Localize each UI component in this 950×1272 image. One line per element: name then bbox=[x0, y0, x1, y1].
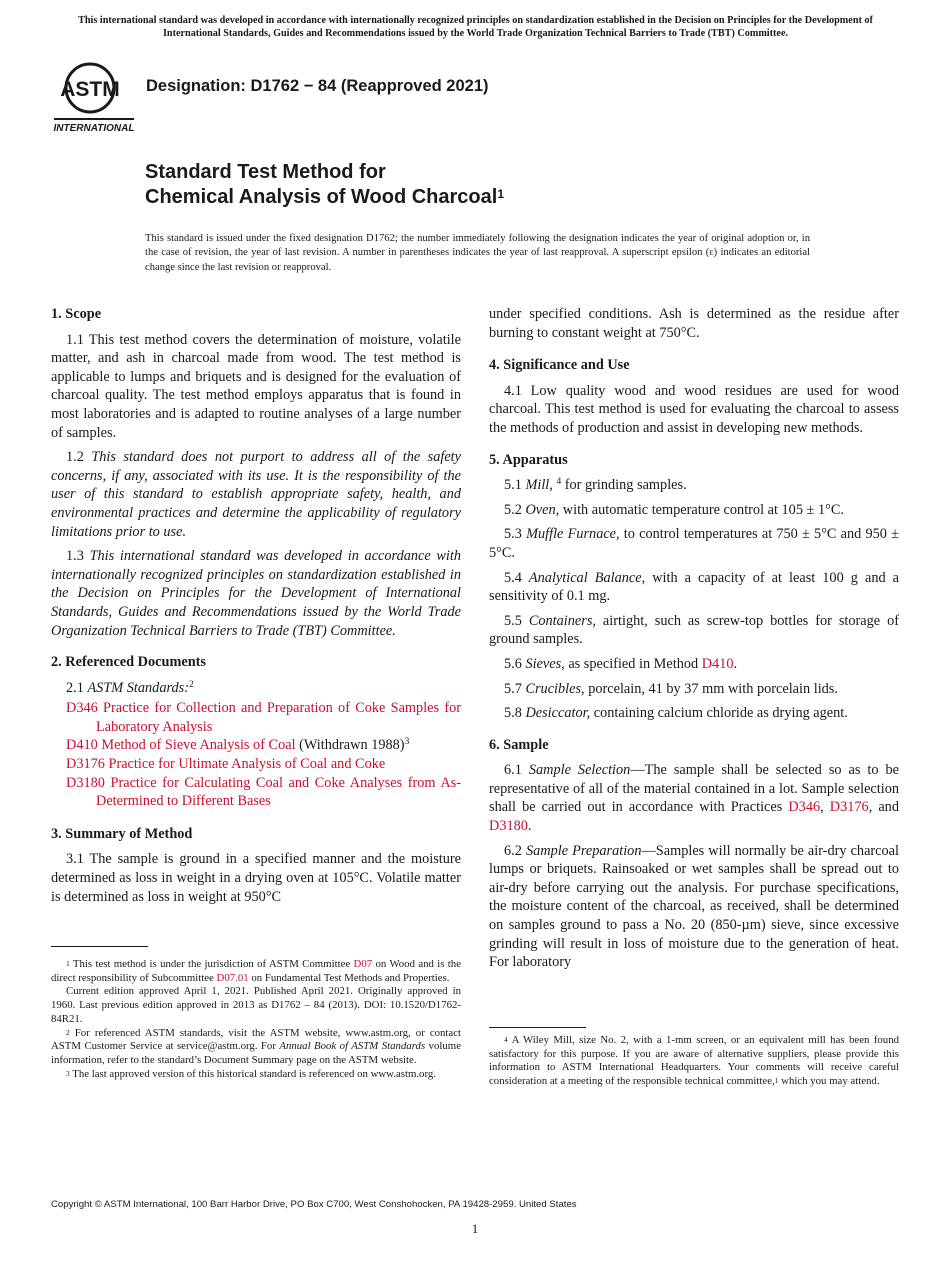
title-line-1: Standard Test Method for bbox=[145, 161, 386, 183]
fn2-text-b: volume information, refer to the standard’s Document Summary page on the ASTM website. bbox=[51, 1040, 461, 1066]
ref-code-link[interactable]: D346 bbox=[66, 700, 98, 717]
copyright: Copyright © ASTM International, 100 Barr Harbor Drive, PO Box C700, West Conshohocken, PA 19428-2959. United States bbox=[51, 1199, 577, 1210]
document-title bbox=[145, 160, 504, 209]
fn3-text: The last approved version of this historical standard is referenced on www.astm.org. bbox=[69, 1067, 436, 1080]
issued-note: This standard is issued under the fixed designation D1762; the number immediately following the designation indicates the year of original adoption or, in the case of revision, the year of last revision. A number in parentheses indicates the year of last reapproval. A superscript epsilon (ε) indicates an editorial change since the last revision or reapproval. bbox=[145, 233, 810, 273]
designation: Designation: D1762 − 84 (Reapproved 2021) bbox=[146, 77, 489, 95]
para-6-1-term: Sample Selection bbox=[528, 762, 631, 779]
item-term: Containers, bbox=[528, 612, 596, 629]
item-text: for grinding samples. bbox=[561, 477, 687, 494]
footnote-mark-4[interactable]: 4 bbox=[556, 477, 562, 488]
apparatus-item bbox=[489, 655, 899, 674]
item-num: 5.1 bbox=[504, 477, 522, 494]
para-6-2-term: Sample Preparation bbox=[525, 842, 642, 859]
item-text: to control temperatures at 750 ± 5°C and 950 ± 5°C. bbox=[489, 526, 899, 561]
footnote-1 bbox=[51, 958, 461, 985]
para-6-1-text: —The sample shall be selected so as to be representative of all of the material contained in a lot. Sample selection shall be carried out in accordance with Practices bbox=[489, 762, 900, 816]
fn1-text-b: on Wood and is the direct responsibility of Subcommittee bbox=[51, 958, 461, 984]
para-6-2 bbox=[489, 842, 899, 972]
footnote-4 bbox=[489, 1034, 899, 1089]
sep: , and bbox=[868, 799, 899, 816]
item-num: 5.8 bbox=[504, 705, 522, 722]
tbt-notice: This international standard was developed in accordance with internationally recognized principles on standardization established in the Decision on Principles for the Development of International Standards, Guides and Recommendations issued by the World Trade Organization Technical Barriers to Trade (TBT) Committee. bbox=[78, 15, 873, 39]
item-term: Oven, bbox=[525, 501, 560, 518]
fn2-mark: 2 bbox=[66, 1027, 70, 1037]
item-text: airtight, such as screw-top bottles for storage of ground samples. bbox=[489, 612, 900, 648]
item-term: Crucibles, bbox=[525, 680, 585, 697]
d410-link[interactable]: D410 bbox=[701, 655, 734, 672]
para-1-3 bbox=[51, 547, 461, 640]
ref-code-link[interactable]: D410 bbox=[66, 737, 98, 754]
title-footnote-mark[interactable]: 1 bbox=[497, 186, 504, 201]
para-2-1 bbox=[51, 679, 461, 698]
section-2-heading: 2. Referenced Documents bbox=[51, 654, 206, 671]
d346-link[interactable]: D346 bbox=[788, 799, 821, 816]
footnote-rule-left bbox=[51, 946, 148, 947]
item-term: Desiccator, bbox=[525, 705, 591, 722]
footnote-2 bbox=[51, 1027, 461, 1068]
item-text: porcelain, 41 by 37 mm with porcelain lids. bbox=[584, 680, 838, 697]
item-text: with a capacity of at least 100 g and a sensitivity of 0.1 mg. bbox=[489, 569, 900, 605]
para-6-1 bbox=[489, 761, 899, 835]
footnote-1-edition: Current edition approved April 1, 2021. Published April 2021. Originally approved in 1960. Last previous edition approved in 2013 as D1762 – 84 (2013). DOI: 10.1520/D1762-84R21. bbox=[51, 985, 461, 1025]
ref-title-link[interactable]: Practice for Collection and Preparation of Coke Samples for Laboratory Analysis bbox=[96, 700, 461, 735]
item-num: 5.6 bbox=[504, 655, 522, 672]
item-num: 5.7 bbox=[504, 680, 522, 697]
reference-item bbox=[66, 699, 461, 736]
reference-item bbox=[66, 736, 461, 755]
logo-letters: ASTM bbox=[60, 78, 120, 101]
apparatus-item bbox=[489, 501, 899, 520]
right-column bbox=[489, 305, 899, 972]
fn2-book-title: Annual Book of ASTM Standards bbox=[279, 1040, 426, 1053]
ref-code-link[interactable]: D3176 bbox=[66, 756, 105, 773]
item-text: with automatic temperature control at 105 ± 1°C. bbox=[559, 501, 844, 518]
item-num: 5.3 bbox=[504, 526, 522, 543]
fn2-text-a: For referenced ASTM standards, visit the ASTM website, www.astm.org, or contact ASTM Customer Service at service@astm.org. For bbox=[51, 1026, 461, 1053]
ref-title-link[interactable]: Method of Sieve Analysis of Coal bbox=[101, 737, 296, 754]
item-text: as specified in Method bbox=[564, 655, 702, 672]
fn4-ref-mark[interactable]: 1 bbox=[774, 1076, 779, 1086]
sep: , bbox=[820, 799, 830, 816]
item-term: Analytical Balance, bbox=[528, 569, 646, 586]
fn1-text-c: on Fundamental Test Methods and Properties. bbox=[248, 971, 450, 984]
astm-logo bbox=[52, 58, 136, 134]
reference-list bbox=[51, 699, 461, 811]
footnotes-left bbox=[51, 958, 461, 1081]
item-num: 5.2 bbox=[504, 501, 522, 518]
para-1-1: 1.1 This test method covers the determination of moisture, volatile matter, and ash in charcoal made from wood. The test method is applicable to lumps and briquets and is designed for the evaluation of charcoal quality. The test method employs apparatus that is found in most laboratories and is adapted to routine analyses of a large number of samples. bbox=[51, 331, 461, 441]
para-1-2 bbox=[51, 448, 461, 541]
para-2-1-num: 2.1 bbox=[66, 679, 84, 696]
section-5-heading: 5. Apparatus bbox=[489, 451, 568, 468]
subcommittee-d0701-link[interactable]: D07.01 bbox=[216, 971, 249, 984]
para-1-3-num: 1.3 bbox=[66, 548, 84, 565]
fn4-mark: 4 bbox=[504, 1035, 508, 1044]
para-6-2-num: 6.2 bbox=[504, 842, 522, 859]
para-1-3-text: This international standard was developed in accordance with internationally recognized principles on standardization established in the Decision on Principles for the Development of International Standards, Guides and Recommendations issued by the World Trade Organization Technical Barriers to Trade (TBT) Committee. bbox=[51, 548, 462, 639]
item-term: Mill, bbox=[525, 477, 553, 494]
ref-title-link[interactable]: Practice for Calculating Coal and Coke Analyses from As-Determined to Different Bases bbox=[96, 774, 462, 810]
apparatus-item bbox=[489, 476, 899, 495]
para-1-2-num: 1.2 bbox=[66, 449, 84, 466]
reference-item bbox=[66, 774, 461, 811]
item-text: containing calcium chloride as drying agent. bbox=[590, 705, 848, 722]
item-after: . bbox=[733, 655, 738, 672]
apparatus-item bbox=[489, 569, 899, 606]
footnote-mark-2[interactable]: 2 bbox=[189, 679, 194, 690]
item-num: 5.5 bbox=[504, 612, 522, 629]
para-6-2-text: —Samples will normally be air-dry charcoal lumps or briquets. Rainsoaked or wet samples shall be spread out to air-dry before carrying out the analysis. For purchase specifications, the moisture content of the charcoal, as received, shall be determined on samples ground to pass a No. 20 (850-µm) sieve, since excessive grinding will result in loss of moisture due to the generation of heat. For laboratory bbox=[489, 842, 899, 971]
ref-note: (Withdrawn 1988) bbox=[295, 737, 405, 754]
para-4-1: 4.1 Low quality wood and wood residues are used for wood charcoal. This test method is used for evaluating the charcoal to assess the methods of production and assist in developing new methods. bbox=[489, 382, 899, 436]
d3176-link[interactable]: D3176 bbox=[829, 799, 869, 816]
footnote-rule-right bbox=[489, 1027, 586, 1028]
page-number: 1 bbox=[471, 1221, 479, 1236]
apparatus-item bbox=[489, 612, 899, 649]
d3180-link[interactable]: D3180 bbox=[489, 818, 528, 835]
ref-title-link[interactable]: Practice for Ultimate Analysis of Coal and Coke bbox=[108, 756, 386, 773]
fn3-mark: 3 bbox=[66, 1068, 70, 1078]
apparatus-item bbox=[489, 680, 899, 699]
para-3-1-part-a: 3.1 The sample is ground in a specified manner and the moisture determined as loss in weight in a drying oven at 105°C. Volatile matter is determined as loss in weight at 950°C bbox=[51, 851, 461, 905]
item-term: Sieves, bbox=[525, 655, 565, 672]
left-column bbox=[51, 305, 461, 906]
para-1-2-text: This standard does not purport to address all of the safety concerns, if any, associated with its use. It is the responsibility of the user of this standard to establish appropriate safety, health, and environmental practices and determine the applicability of regulatory limitations prior to use. bbox=[51, 449, 461, 540]
reference-item bbox=[66, 755, 461, 774]
section-6-heading: 6. Sample bbox=[489, 736, 549, 753]
para-3-1-part-b: under specified conditions. Ash is determined as the residue after burning to constant weight at 750°C. bbox=[489, 306, 899, 341]
fn4-text: A Wiley Mill, size No. 2, with a 1-mm screen, or an equivalent mill has been found satisfactory for this purpose. If you are aware of alternative suppliers, please provide this information to ASTM International Headquarters. Your comments will receive careful consideration at a meeting of the responsible technical committee, bbox=[489, 1034, 899, 1088]
fn4-end: which you may attend. bbox=[778, 1075, 880, 1088]
title-line-2-text: Chemical Analysis of Wood Charcoal bbox=[145, 185, 498, 208]
title-line-2 bbox=[145, 185, 504, 210]
footnote-3 bbox=[51, 1068, 461, 1082]
fn1-mark: 1 bbox=[66, 959, 70, 968]
footnote-mark-3[interactable]: 3 bbox=[404, 737, 410, 748]
para-6-1-num: 6.1 bbox=[504, 762, 522, 779]
section-1-heading: 1. Scope bbox=[51, 306, 102, 322]
section-3-heading: 3. Summary of Method bbox=[51, 825, 193, 842]
ref-code-link[interactable]: D3180 bbox=[66, 774, 105, 791]
footnotes-right bbox=[489, 1034, 899, 1089]
fn1-text-a: This test method is under the jurisdiction of ASTM Committee bbox=[69, 958, 354, 970]
committee-d07-link[interactable]: D07 bbox=[353, 958, 373, 970]
section-4-heading: 4. Significance and Use bbox=[489, 357, 630, 374]
logo-international: INTERNATIONAL bbox=[53, 123, 135, 134]
item-num: 5.4 bbox=[504, 569, 522, 586]
sep: . bbox=[527, 818, 532, 835]
apparatus-item bbox=[489, 704, 899, 723]
apparatus-item bbox=[489, 525, 899, 562]
item-term: Muffle Furnace, bbox=[526, 526, 620, 543]
astm-standards-label: ASTM Standards: bbox=[87, 679, 189, 696]
